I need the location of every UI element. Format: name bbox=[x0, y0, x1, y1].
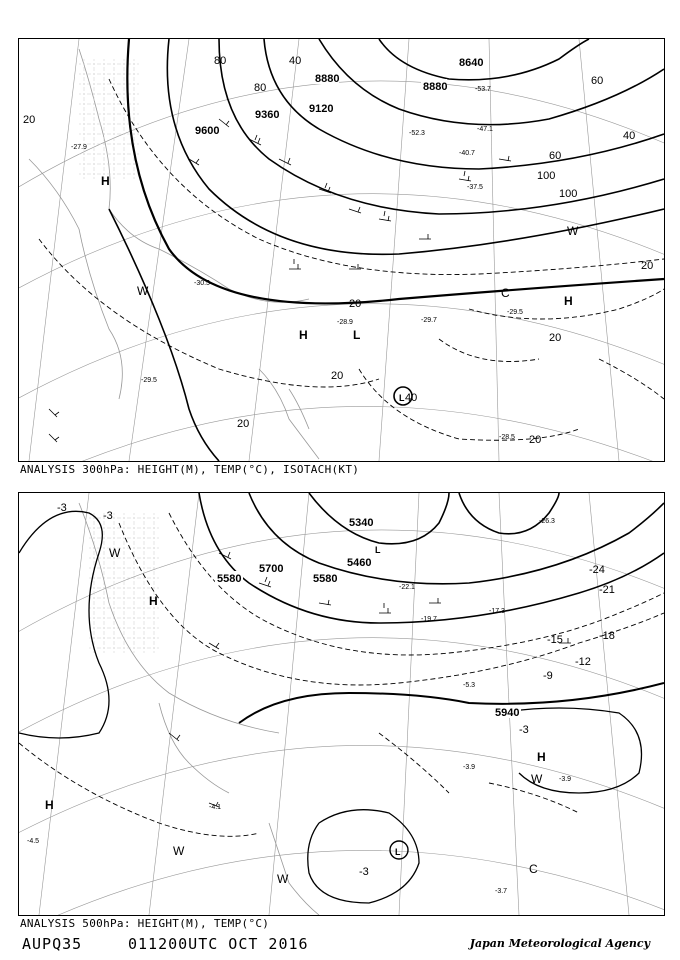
low-center: L bbox=[375, 545, 381, 555]
isotherm-label: -3 bbox=[519, 724, 529, 736]
cold-center: C bbox=[529, 862, 538, 876]
temp-reading: -53.7 bbox=[475, 86, 491, 93]
height-labels-300 bbox=[193, 55, 483, 137]
isotherm-label: -24 bbox=[589, 564, 605, 576]
isotach-label: 20 bbox=[549, 332, 562, 344]
height-label: 9600 bbox=[195, 125, 220, 137]
low-center: L bbox=[353, 328, 361, 342]
isotherm-label: -15 bbox=[547, 634, 563, 646]
analysis-500hpa-map bbox=[18, 492, 665, 916]
warm-center: W bbox=[173, 844, 185, 858]
height-label: 8640 bbox=[459, 57, 484, 69]
low-center: L bbox=[395, 847, 401, 857]
temp-reading: -28.9 bbox=[337, 319, 353, 326]
temp-reading: -47.1 bbox=[477, 126, 493, 133]
height-label: 5580 bbox=[313, 573, 338, 585]
isotach-label: 40 bbox=[289, 55, 302, 67]
height-contours-300 bbox=[127, 39, 664, 303]
temp-reading: -29.5 bbox=[141, 377, 157, 384]
isotach-label: 40 bbox=[405, 392, 418, 404]
map-300hpa-svg bbox=[19, 39, 664, 461]
wind-barbs-500 bbox=[169, 552, 571, 807]
isotach-label: 20 bbox=[641, 260, 654, 272]
temp-reading: -22.1 bbox=[399, 584, 415, 591]
temp-reading: -19.7 bbox=[421, 616, 437, 623]
isotherm-label: -9 bbox=[543, 670, 553, 682]
temp-reading: -26.3 bbox=[539, 518, 555, 525]
height-label: 5460 bbox=[347, 557, 372, 569]
isotherm-label: -21 bbox=[599, 584, 615, 596]
warm-center: W bbox=[109, 546, 121, 560]
warm-center: W bbox=[277, 872, 289, 886]
high-center: H bbox=[45, 798, 54, 812]
temp-reading: -5.3 bbox=[463, 682, 476, 689]
valid-time: 011200UTC OCT 2016 bbox=[128, 935, 309, 953]
temp-reading: -37.5 bbox=[467, 184, 483, 191]
temp-reading: -3.7 bbox=[495, 888, 508, 895]
centers-300 bbox=[101, 174, 579, 403]
height-label: 8880 bbox=[423, 81, 448, 93]
cold-center: C bbox=[501, 286, 510, 300]
temp-reading: -28.5 bbox=[499, 434, 515, 441]
agency-name: Japan Meteorological Agency bbox=[469, 937, 650, 950]
caption-500hpa: ANALYSIS 500hPa: HEIGHT(M), TEMP(°C) bbox=[20, 917, 270, 930]
temp-reading: -40.7 bbox=[459, 150, 475, 157]
height-label: 5700 bbox=[259, 563, 284, 575]
height-label: 5340 bbox=[349, 517, 374, 529]
height-label: 9360 bbox=[255, 109, 280, 121]
low-center: L bbox=[399, 393, 405, 403]
height-label: 5940 bbox=[495, 707, 520, 719]
isotach-label: 20 bbox=[349, 298, 362, 310]
isotach-label: 40 bbox=[623, 130, 636, 142]
isotach-label: 60 bbox=[591, 75, 604, 87]
isotherm-label: -3 bbox=[57, 502, 67, 514]
caption-300hpa: ANALYSIS 300hPa: HEIGHT(M), TEMP(°C), ISOTACH(KT) bbox=[20, 463, 360, 476]
warm-center: W bbox=[567, 224, 579, 238]
isotach-label: 20 bbox=[529, 434, 542, 446]
high-center: H bbox=[101, 174, 110, 188]
isotherm-label: -3 bbox=[359, 866, 369, 878]
chart-id: AUPQ35 bbox=[22, 935, 83, 953]
isotach-label: 60 bbox=[549, 150, 562, 162]
height-label: 9120 bbox=[309, 103, 334, 115]
temp-reading: -52.3 bbox=[409, 130, 425, 137]
height-label: 5580 bbox=[217, 573, 242, 585]
high-center: H bbox=[299, 328, 308, 342]
warm-center: W bbox=[531, 772, 543, 786]
isotach-label: 100 bbox=[559, 188, 578, 200]
isotach-label: 100 bbox=[537, 170, 556, 182]
temp-reading: -3.9 bbox=[463, 764, 476, 771]
isotherm-label: -3 bbox=[103, 510, 113, 522]
coast-bold-300 bbox=[109, 209, 219, 461]
temp-reading: -4.1 bbox=[209, 804, 222, 811]
temp-reading: -29.5 bbox=[507, 309, 523, 316]
isotach-label: 20 bbox=[23, 114, 36, 126]
temp-reading: -27.9 bbox=[71, 144, 87, 151]
height-contours-500 bbox=[199, 493, 664, 723]
isotach-label: 80 bbox=[214, 55, 227, 67]
temp-reading: -17.3 bbox=[489, 608, 505, 615]
map-500hpa-svg bbox=[19, 493, 664, 915]
high-center: H bbox=[537, 750, 546, 764]
high-center: H bbox=[564, 294, 573, 308]
temp-reading: -30.5 bbox=[194, 280, 210, 287]
temp-reading: -4.5 bbox=[27, 838, 40, 845]
high-center: H bbox=[149, 594, 158, 608]
isotach-label: 20 bbox=[331, 370, 344, 382]
temp-reading: -29.7 bbox=[421, 317, 437, 324]
analysis-300hpa-map bbox=[18, 38, 665, 462]
isotherm-label: -12 bbox=[575, 656, 591, 668]
height-labels-500 bbox=[215, 515, 521, 719]
isotach-label: 80 bbox=[254, 82, 267, 94]
height-label: 8880 bbox=[315, 73, 340, 85]
isotherm-label: -18 bbox=[599, 630, 615, 642]
temp-reading: -3.9 bbox=[559, 776, 572, 783]
warm-center: W bbox=[137, 284, 149, 298]
isotach-label: 20 bbox=[237, 418, 250, 430]
